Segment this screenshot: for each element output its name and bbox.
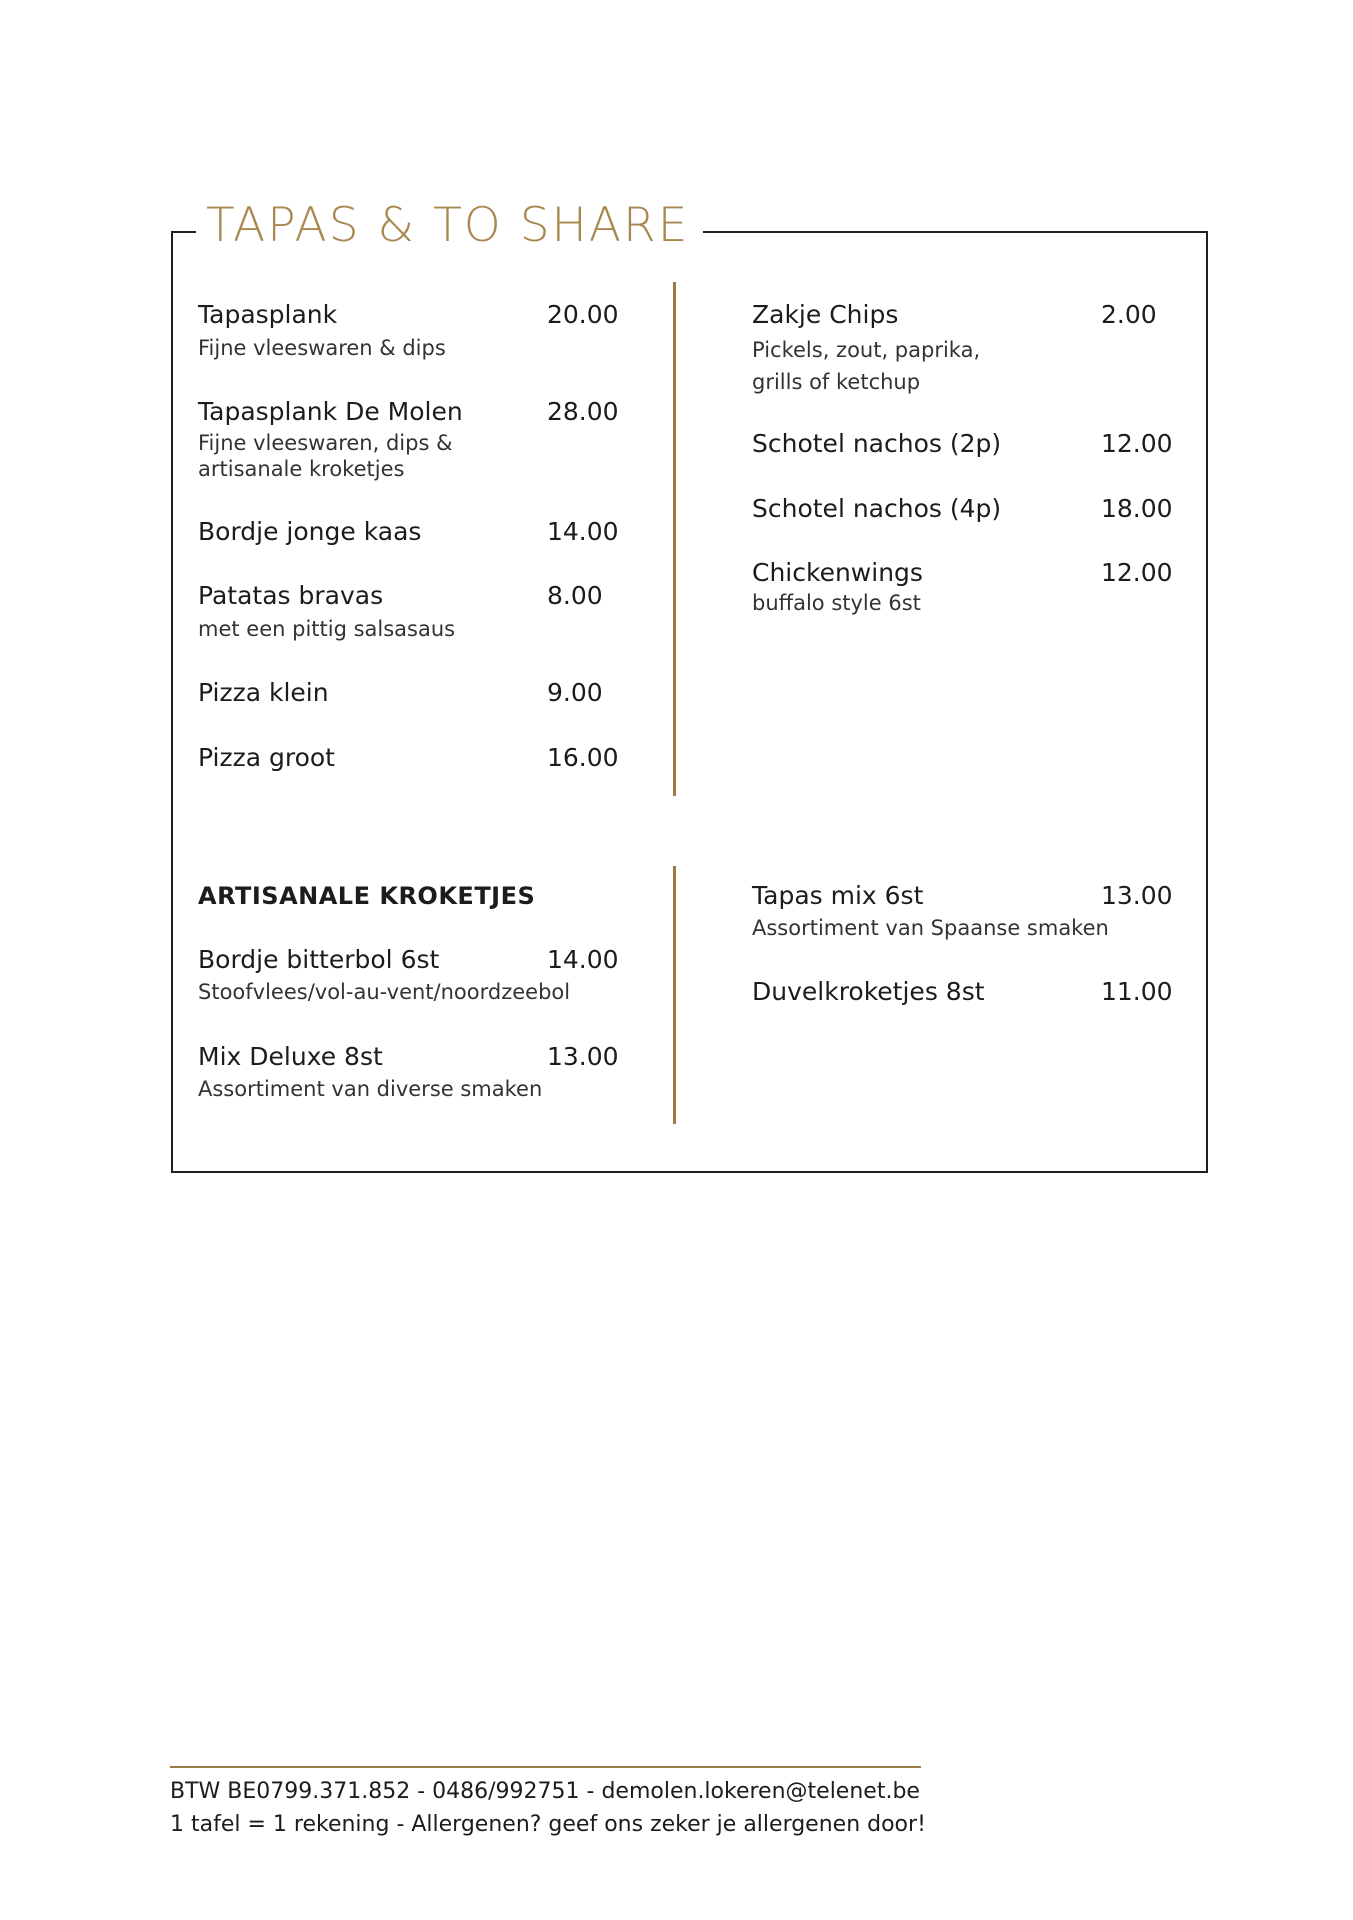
item-patatas-bravas-price: 8.00 xyxy=(547,581,603,610)
item-tapasplank-de-molen-name: Tapasplank De Molen xyxy=(198,397,463,426)
footer-contact: BTW BE0799.371.852 - 0486/992751 - demolen.lokeren@telenet.be xyxy=(170,1779,920,1804)
item-bordje-jonge-kaas-price: 14.00 xyxy=(547,517,619,546)
item-schotel-nachos-4p-price: 18.00 xyxy=(1101,494,1173,523)
item-mix-deluxe-desc: Assortiment van diverse smaken xyxy=(198,1077,543,1101)
item-duvelkroketjes-name: Duvelkroketjes 8st xyxy=(752,977,985,1006)
item-tapasplank-price: 20.00 xyxy=(547,300,619,329)
item-tapasplank-de-molen-desc: Fijne vleeswaren, dips & artisanale kroketjes xyxy=(198,431,453,481)
item-bordje-bitterbol-price: 14.00 xyxy=(547,945,619,974)
item-patatas-bravas-name: Patatas bravas xyxy=(198,581,384,610)
item-chickenwings-price: 12.00 xyxy=(1101,558,1173,587)
item-duvelkroketjes-price: 11.00 xyxy=(1101,977,1173,1006)
item-mix-deluxe-price: 13.00 xyxy=(547,1042,619,1071)
item-bordje-jonge-kaas-name: Bordje jonge kaas xyxy=(198,517,422,546)
item-tapas-mix-price: 13.00 xyxy=(1101,881,1173,910)
item-pizza-groot-name: Pizza groot xyxy=(198,743,335,772)
item-chickenwings-desc: buffalo style 6st xyxy=(752,591,921,615)
item-tapas-mix-desc: Assortiment van Spaanse smaken xyxy=(752,916,1109,940)
item-bordje-bitterbol-desc: Stoofvlees/vol-au-vent/noordzeebol xyxy=(198,980,571,1004)
item-tapasplank-desc: Fijne vleeswaren & dips xyxy=(198,336,446,360)
footer-notice: 1 tafel = 1 rekening - Allergenen? geef ons zeker je allergenen door! xyxy=(170,1812,926,1837)
item-schotel-nachos-2p-name: Schotel nachos (2p) xyxy=(752,429,1002,458)
item-patatas-bravas-desc: met een pittig salsasaus xyxy=(198,617,456,641)
item-zakje-chips-name: Zakje Chips xyxy=(752,300,899,329)
footer-divider xyxy=(170,1766,921,1768)
column-divider-bottom xyxy=(673,866,676,1124)
section-heading-kroketjes: ARTISANALE KROKETJES xyxy=(198,882,536,910)
item-pizza-klein-price: 9.00 xyxy=(547,678,603,707)
item-zakje-chips-desc: Pickels, zout, paprika, grills of ketchup xyxy=(752,338,981,394)
item-tapasplank-de-molen-price: 28.00 xyxy=(547,397,619,426)
item-mix-deluxe-name: Mix Deluxe 8st xyxy=(198,1042,383,1071)
item-pizza-klein-name: Pizza klein xyxy=(198,678,329,707)
item-tapasplank-name: Tapasplank xyxy=(198,300,338,329)
column-divider-top xyxy=(673,282,676,796)
item-tapas-mix-name: Tapas mix 6st xyxy=(752,881,924,910)
item-schotel-nachos-4p-name: Schotel nachos (4p) xyxy=(752,494,1002,523)
item-bordje-bitterbol-name: Bordje bitterbol 6st xyxy=(198,945,440,974)
menu-title: TAPAS & TO SHARE xyxy=(196,196,703,256)
item-pizza-groot-price: 16.00 xyxy=(547,743,619,772)
item-chickenwings-name: Chickenwings xyxy=(752,558,923,587)
item-zakje-chips-price: 2.00 xyxy=(1101,300,1157,329)
item-schotel-nachos-2p-price: 12.00 xyxy=(1101,429,1173,458)
